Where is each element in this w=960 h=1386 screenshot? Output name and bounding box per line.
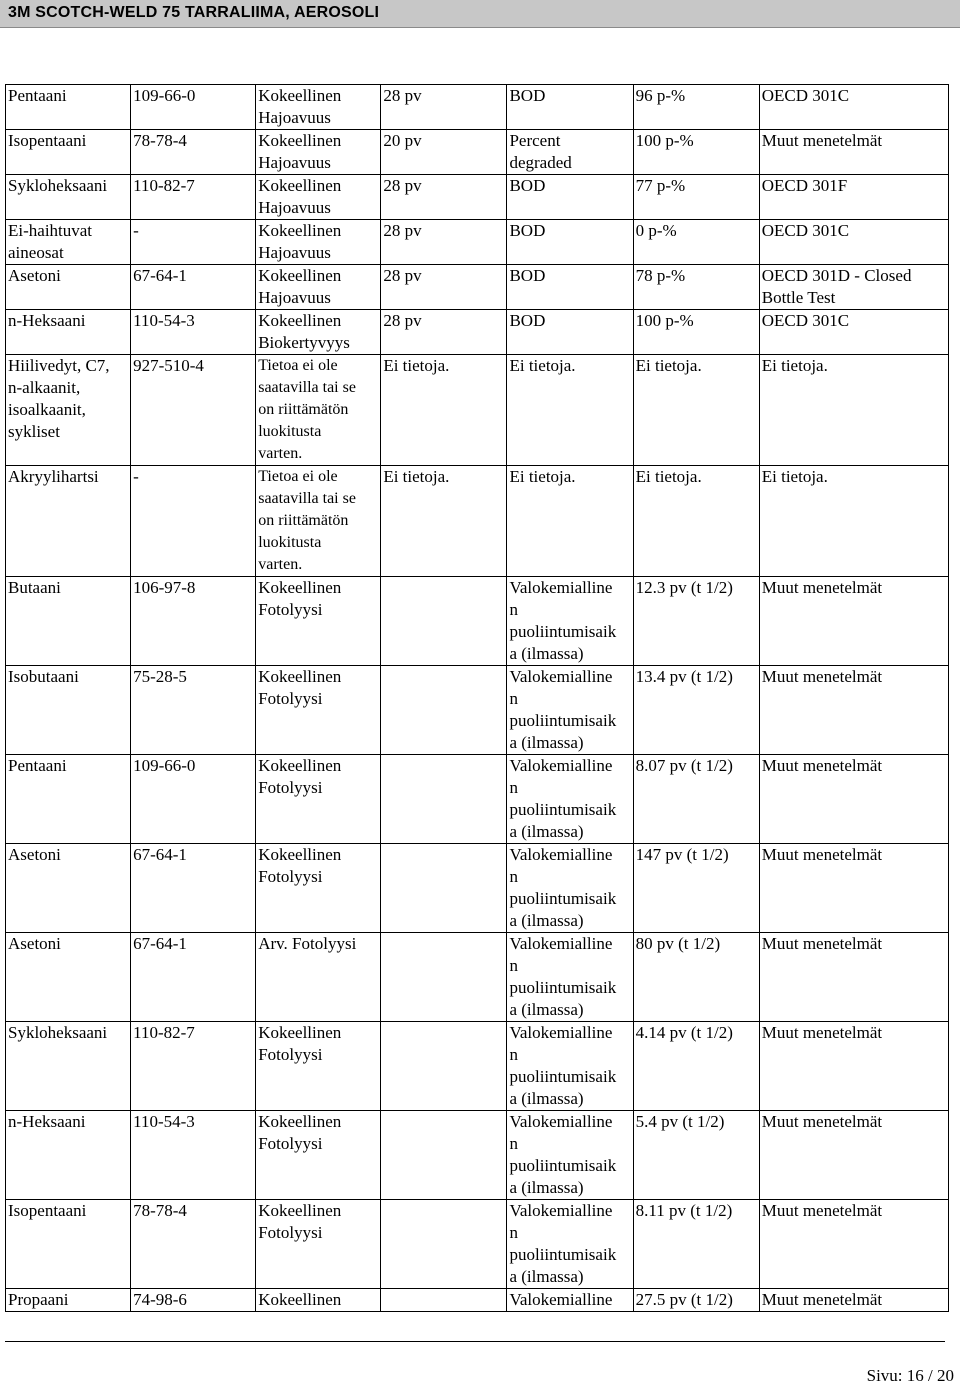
study-type-cell: Arv. Fotolyysi — [256, 933, 381, 1022]
duration-cell — [381, 1200, 507, 1289]
study-type-cell: Kokeellinen Hajoavuus — [256, 220, 381, 265]
table-row — [6, 85, 949, 130]
study-type-cell: Kokeellinen Fotolyysi — [256, 844, 381, 933]
table-row — [6, 755, 949, 844]
document-title: 3M SCOTCH-WELD 75 TARRALIIMA, AEROSOLI — [8, 4, 380, 21]
duration-cell — [381, 933, 507, 1022]
method-cell: Muut menetelmät — [759, 666, 948, 755]
test-type-cell: BOD — [507, 265, 633, 310]
table-row — [6, 933, 949, 1022]
method-cell: Ei tietoja. — [759, 355, 948, 466]
study-type-cell: Tietoa ei ole saatavilla tai se on riittämätön luokitusta varten. — [256, 466, 381, 577]
cas-cell: 110-54-3 — [131, 310, 256, 355]
cas-cell: 927-510-4 — [131, 355, 256, 466]
table-row — [6, 1022, 949, 1111]
substance-cell: Isopentaani — [6, 130, 131, 175]
study-type-cell: Tietoa ei ole saatavilla tai se on riittämätön luokitusta varten. — [256, 355, 381, 466]
cas-cell: 110-82-7 — [131, 175, 256, 220]
test-type-cell: Valokemialline — [507, 1289, 633, 1312]
duration-cell — [381, 1111, 507, 1200]
result-cell: 27.5 pv (t 1/2) — [633, 1289, 759, 1312]
test-type-cell: Valokemialline n puoliintumisaik a (ilmassa) — [507, 666, 633, 755]
cas-cell: 74-98-6 — [131, 1289, 256, 1312]
header-bar — [0, 0, 960, 28]
cas-cell: 78-78-4 — [131, 130, 256, 175]
method-cell: Muut menetelmät — [759, 577, 948, 666]
result-cell: 12.3 pv (t 1/2) — [633, 577, 759, 666]
test-type-cell: BOD — [507, 310, 633, 355]
test-type-cell: Valokemialline n puoliintumisaik a (ilmassa) — [507, 577, 633, 666]
result-cell: 100 p-% — [633, 130, 759, 175]
result-cell: 147 pv (t 1/2) — [633, 844, 759, 933]
result-cell: 13.4 pv (t 1/2) — [633, 666, 759, 755]
cas-cell: - — [131, 466, 256, 577]
study-type-cell: Kokeellinen Fotolyysi — [256, 577, 381, 666]
result-cell: 80 pv (t 1/2) — [633, 933, 759, 1022]
method-cell: Ei tietoja. — [759, 466, 948, 577]
substance-cell: Sykloheksaani — [6, 1022, 131, 1111]
result-cell: 77 p-% — [633, 175, 759, 220]
duration-cell: 28 pv — [381, 265, 507, 310]
substance-cell: Propaani — [6, 1289, 131, 1312]
cas-cell: - — [131, 220, 256, 265]
cas-cell: 109-66-0 — [131, 755, 256, 844]
test-type-cell: Valokemialline n puoliintumisaik a (ilmassa) — [507, 1200, 633, 1289]
study-type-cell: Kokeellinen Fotolyysi — [256, 755, 381, 844]
substance-cell: Isopentaani — [6, 1200, 131, 1289]
table-row — [6, 1200, 949, 1289]
test-type-cell: Ei tietoja. — [507, 355, 633, 466]
method-cell: OECD 301C — [759, 310, 948, 355]
result-cell: 8.11 pv (t 1/2) — [633, 1200, 759, 1289]
table-row — [6, 175, 949, 220]
cas-cell: 67-64-1 — [131, 933, 256, 1022]
result-cell: Ei tietoja. — [633, 466, 759, 577]
result-cell: 78 p-% — [633, 265, 759, 310]
table-row — [6, 844, 949, 933]
test-type-cell: Valokemialline n puoliintumisaik a (ilmassa) — [507, 755, 633, 844]
duration-cell — [381, 755, 507, 844]
result-cell: 4.14 pv (t 1/2) — [633, 1022, 759, 1111]
study-type-cell: Kokeellinen Hajoavuus — [256, 175, 381, 220]
study-type-cell: Kokeellinen Fotolyysi — [256, 1022, 381, 1111]
method-cell: OECD 301D - Closed Bottle Test — [759, 265, 948, 310]
duration-cell: 28 pv — [381, 85, 507, 130]
table-row — [6, 577, 949, 666]
study-type-cell: Kokeellinen — [256, 1289, 381, 1312]
substance-cell: n-Heksaani — [6, 310, 131, 355]
study-type-cell: Kokeellinen Biokertyvyys — [256, 310, 381, 355]
method-cell: Muut menetelmät — [759, 933, 948, 1022]
cas-cell: 75-28-5 — [131, 666, 256, 755]
result-cell: 100 p-% — [633, 310, 759, 355]
method-cell: Muut menetelmät — [759, 844, 948, 933]
cas-cell: 78-78-4 — [131, 1200, 256, 1289]
method-cell: OECD 301F — [759, 175, 948, 220]
result-cell: 8.07 pv (t 1/2) — [633, 755, 759, 844]
method-cell: OECD 301C — [759, 85, 948, 130]
duration-cell: 28 pv — [381, 175, 507, 220]
result-cell: 96 p-% — [633, 85, 759, 130]
test-type-cell: Valokemialline n puoliintumisaik a (ilmassa) — [507, 933, 633, 1022]
test-type-cell: BOD — [507, 175, 633, 220]
duration-cell: Ei tietoja. — [381, 355, 507, 466]
method-cell: Muut menetelmät — [759, 1200, 948, 1289]
table-row — [6, 310, 949, 355]
table-body — [6, 85, 949, 1312]
test-type-cell: Ei tietoja. — [507, 466, 633, 577]
substance-cell: Asetoni — [6, 933, 131, 1022]
test-type-cell: BOD — [507, 85, 633, 130]
table-row — [6, 220, 949, 265]
study-type-cell: Kokeellinen Fotolyysi — [256, 1200, 381, 1289]
substance-cell: Pentaani — [6, 755, 131, 844]
method-cell: Muut menetelmät — [759, 130, 948, 175]
substance-cell: Hiilivedyt, C7, n-alkaanit, isoalkaanit, sykliset — [6, 355, 131, 466]
cas-cell: 67-64-1 — [131, 844, 256, 933]
study-type-cell: Kokeellinen Hajoavuus — [256, 85, 381, 130]
duration-cell: 20 pv — [381, 130, 507, 175]
study-type-cell: Kokeellinen Fotolyysi — [256, 666, 381, 755]
test-type-cell: BOD — [507, 220, 633, 265]
duration-cell — [381, 844, 507, 933]
table-row — [6, 1289, 949, 1312]
cas-cell: 110-82-7 — [131, 1022, 256, 1111]
method-cell: OECD 301C — [759, 220, 948, 265]
cas-cell: 67-64-1 — [131, 265, 256, 310]
substance-cell: Sykloheksaani — [6, 175, 131, 220]
cas-cell: 106-97-8 — [131, 577, 256, 666]
footer-rule — [5, 1341, 945, 1342]
substance-cell: Isobutaani — [6, 666, 131, 755]
study-type-cell: Kokeellinen Hajoavuus — [256, 265, 381, 310]
result-cell: 5.4 pv (t 1/2) — [633, 1111, 759, 1200]
substance-cell: Asetoni — [6, 844, 131, 933]
duration-cell — [381, 1289, 507, 1312]
duration-cell — [381, 666, 507, 755]
table-row — [6, 666, 949, 755]
method-cell: Muut menetelmät — [759, 1289, 948, 1312]
method-cell: Muut menetelmät — [759, 755, 948, 844]
result-cell: Ei tietoja. — [633, 355, 759, 466]
duration-cell: 28 pv — [381, 220, 507, 265]
study-type-cell: Kokeellinen Hajoavuus — [256, 130, 381, 175]
substance-cell: Pentaani — [6, 85, 131, 130]
duration-cell — [381, 1022, 507, 1111]
table-row — [6, 265, 949, 310]
method-cell: Muut menetelmät — [759, 1022, 948, 1111]
test-type-cell: Valokemialline n puoliintumisaik a (ilmassa) — [507, 1022, 633, 1111]
substance-cell: Ei-haihtuvat aineosat — [6, 220, 131, 265]
substance-cell: n-Heksaani — [6, 1111, 131, 1200]
table-row — [6, 466, 949, 577]
test-type-cell: Valokemialline n puoliintumisaik a (ilmassa) — [507, 1111, 633, 1200]
table-row — [6, 130, 949, 175]
duration-cell: 28 pv — [381, 310, 507, 355]
cas-cell: 109-66-0 — [131, 85, 256, 130]
table-row — [6, 1111, 949, 1200]
substance-cell: Butaani — [6, 577, 131, 666]
page-number: Sivu: 16 / 20 — [866, 1366, 954, 1385]
test-type-cell: Valokemialline n puoliintumisaik a (ilmassa) — [507, 844, 633, 933]
cas-cell: 110-54-3 — [131, 1111, 256, 1200]
test-type-cell: Percent degraded — [507, 130, 633, 175]
table-row — [6, 355, 949, 466]
substance-cell: Asetoni — [6, 265, 131, 310]
ecotox-table — [5, 84, 949, 1312]
substance-cell: Akryylihartsi — [6, 466, 131, 577]
duration-cell — [381, 577, 507, 666]
method-cell: Muut menetelmät — [759, 1111, 948, 1200]
study-type-cell: Kokeellinen Fotolyysi — [256, 1111, 381, 1200]
duration-cell: Ei tietoja. — [381, 466, 507, 577]
result-cell: 0 p-% — [633, 220, 759, 265]
